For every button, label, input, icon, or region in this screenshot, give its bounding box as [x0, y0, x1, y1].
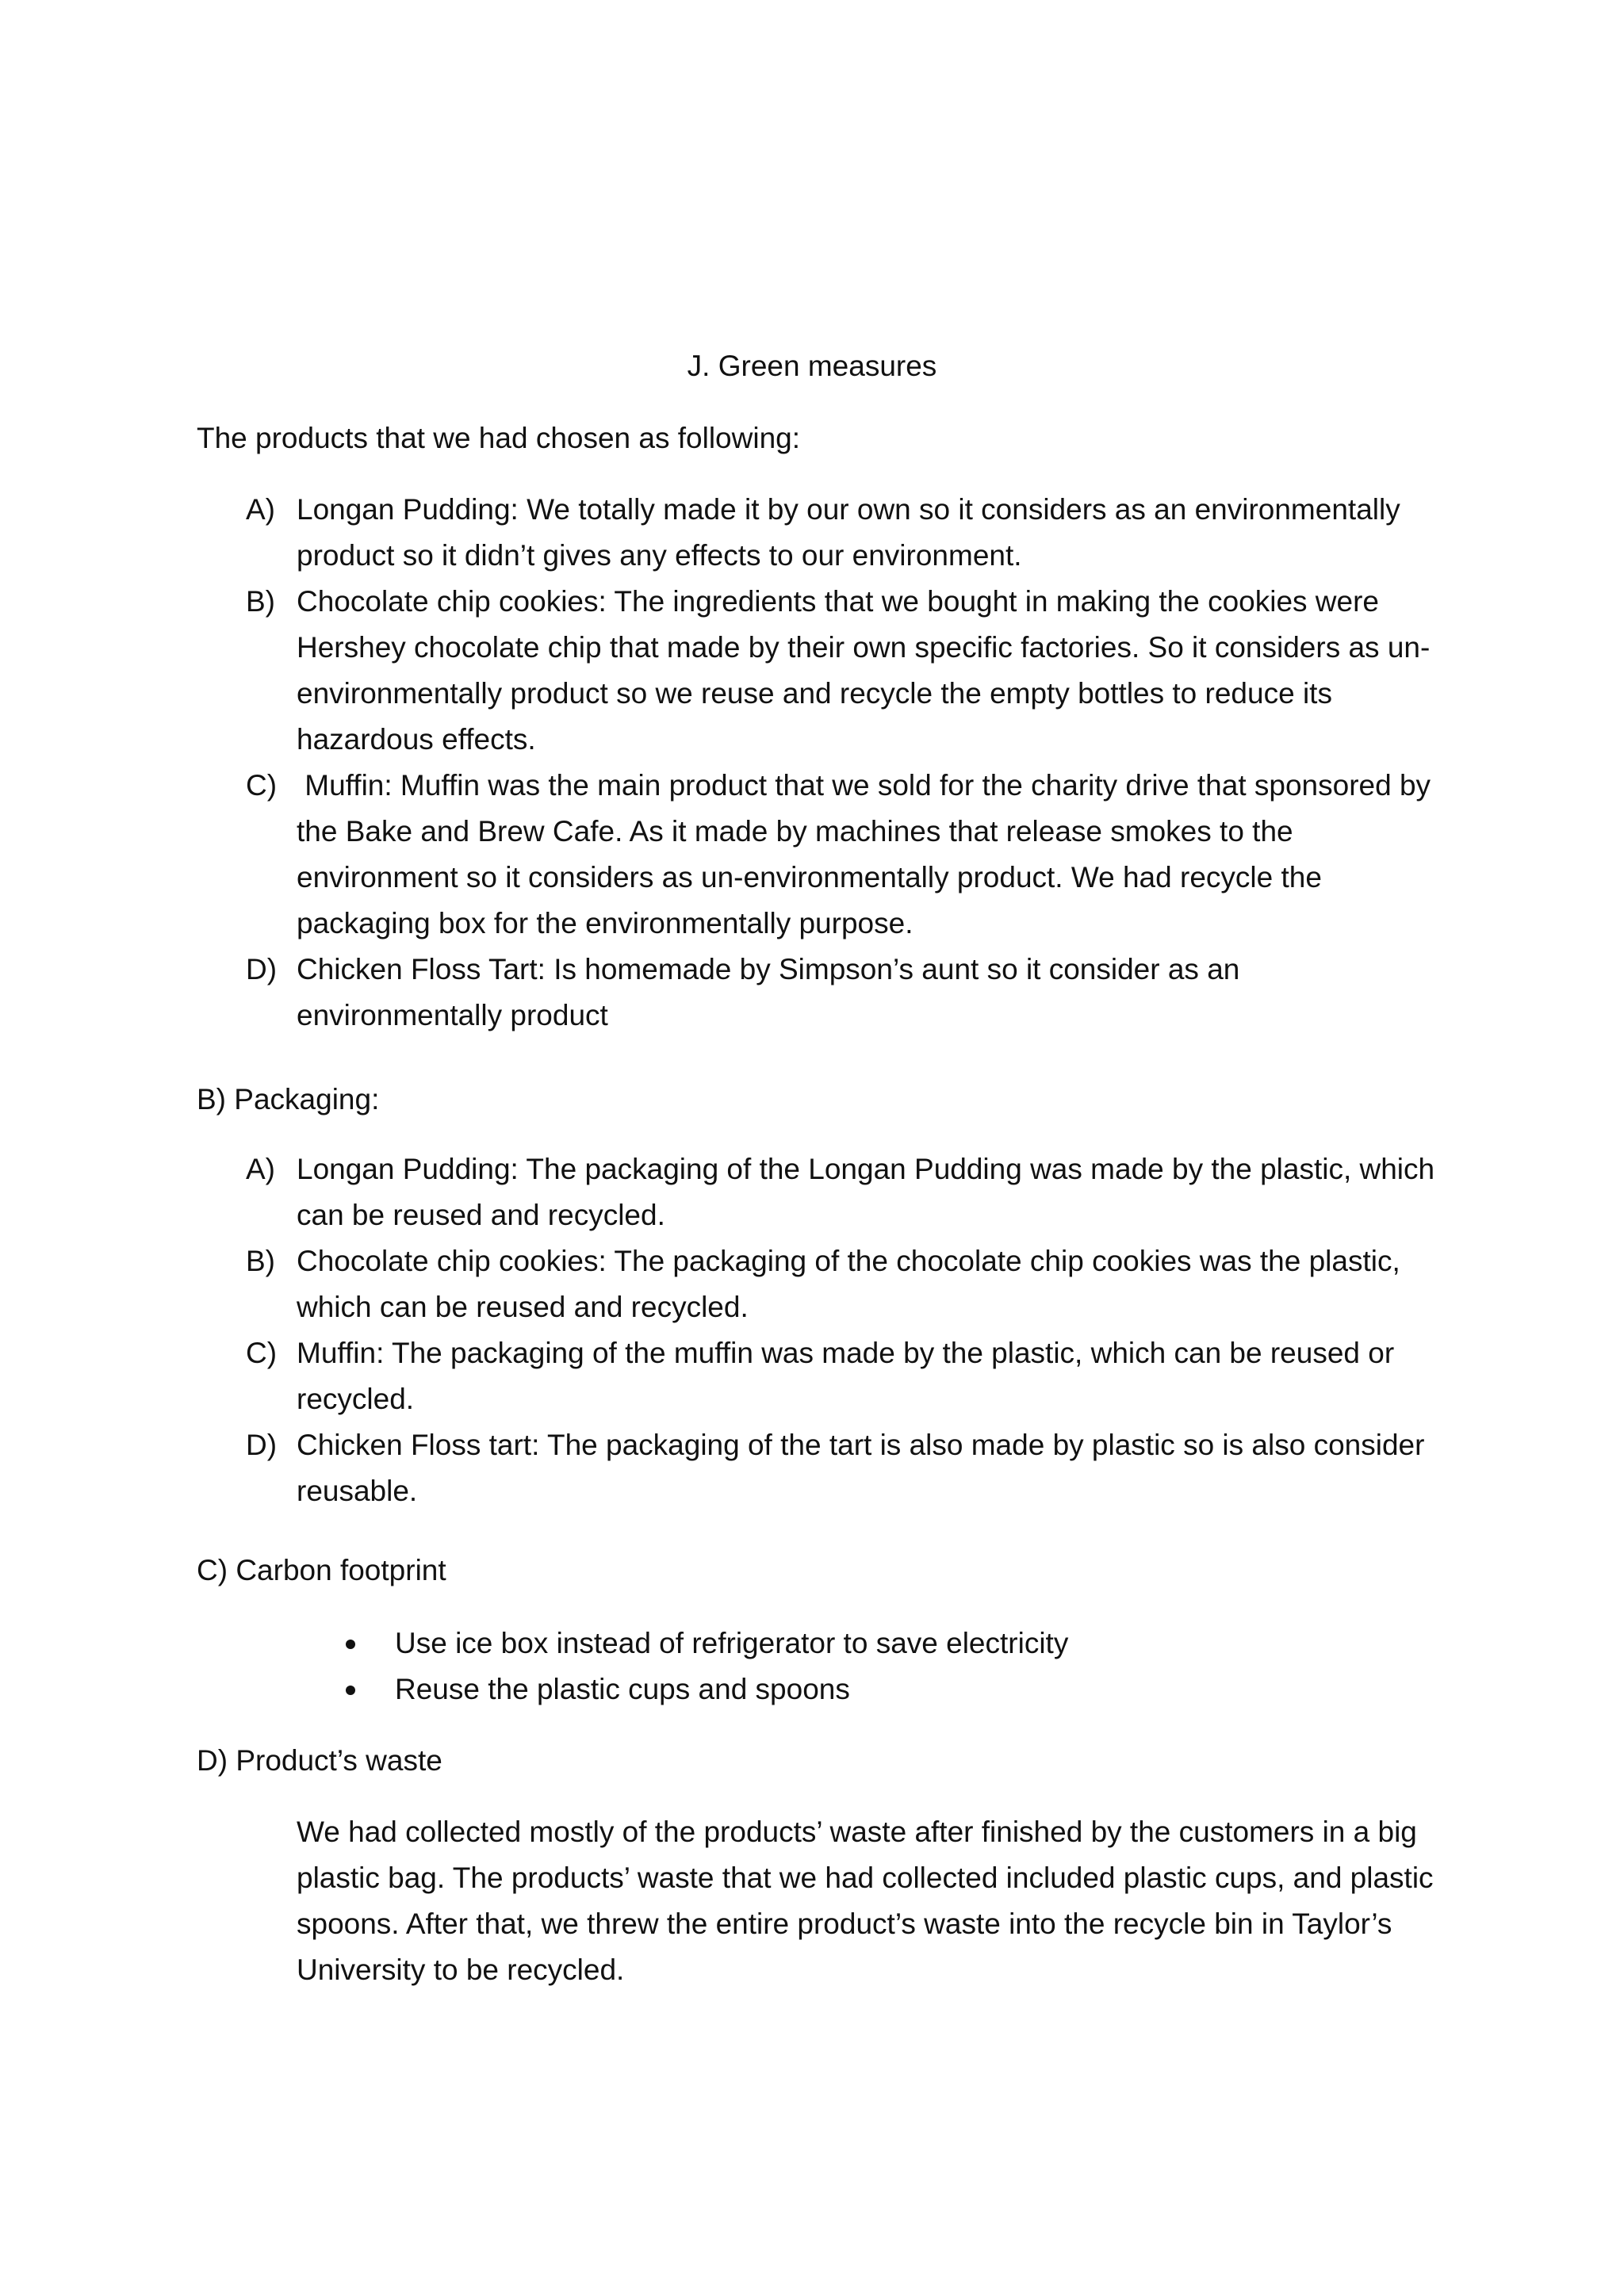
list-item: [197, 1667, 1442, 1712]
list-marker: C): [246, 1337, 278, 1369]
list-marker: B): [246, 1245, 275, 1277]
products-list: [197, 487, 1442, 1039]
list-marker: A): [246, 493, 275, 526]
carbon-list: [197, 1621, 1442, 1712]
page-title: J. Green measures: [687, 350, 937, 382]
list-item-text: Chocolate chip cookies: The packaging of the chocolate chip cookies was the plastic, which can be reused and recycled.: [297, 1245, 1400, 1323]
list-item: [197, 1422, 1442, 1514]
list-item-text: Reuse the plastic cups and spoons: [395, 1673, 850, 1705]
list-item: [197, 947, 1442, 1039]
bullet-icon: [197, 1667, 395, 1712]
list-item-text: Chicken Floss Tart: Is homemade by Simpson’s aunt so it consider as an environmentally product: [297, 953, 1240, 1031]
list-item-text: Chicken Floss tart: The packaging of the tart is also made by plastic so is also consider reusable.: [297, 1429, 1425, 1507]
list-item: [197, 1146, 1442, 1238]
list-item: [197, 1238, 1442, 1330]
list-marker: D): [246, 1429, 278, 1461]
list-marker: B): [246, 585, 275, 618]
list-marker: C): [246, 769, 278, 802]
intro-paragraph: The products that we had chosen as following:: [197, 422, 801, 454]
list-item-text: Use ice box instead of refrigerator to save electricity: [395, 1627, 1069, 1659]
list-item: [197, 1621, 1442, 1667]
packaging-list: [197, 1146, 1442, 1514]
list-item: [197, 1330, 1442, 1422]
packaging-heading: B) Packaging:: [197, 1083, 380, 1115]
list-marker: D): [246, 953, 278, 985]
list-item-text: Muffin: The packaging of the muffin was made by the plastic, which can be reused or recycled.: [297, 1337, 1395, 1415]
waste-heading: D) Product’s waste: [197, 1744, 442, 1777]
list-item-text: Muffin: Muffin was the main product that we sold for the charity drive that sponsored by the Bake and Brew Cafe. As it made by machines that release smokes to the environment so it considers as un-environmentally product. We had recycle the packaging box for the environmentally purpose.: [297, 769, 1439, 939]
list-item: [197, 487, 1442, 579]
list-item-text: Chocolate chip cookies: The ingredients that we bought in making the cookies were Hershey chocolate chip that made by their own specific factories. So it considers as un-environmentally product so we reuse and recycle the empty bottles to reduce its hazardous effects.: [297, 585, 1431, 756]
list-item: [197, 579, 1442, 763]
carbon-heading: C) Carbon footprint: [197, 1554, 446, 1586]
list-item-text: Longan Pudding: The packaging of the Longan Pudding was made by the plastic, which can be reused and recycled.: [297, 1153, 1435, 1231]
bullet-icon: [197, 1621, 395, 1667]
list-item-text: Longan Pudding: We totally made it by our own so it considers as an environmentally product so it didn’t gives any effects to our environment.: [297, 493, 1400, 572]
list-marker: A): [246, 1153, 275, 1185]
list-item: [197, 763, 1442, 947]
waste-paragraph: We had collected mostly of the products’ waste after finished by the customers in a big plastic bag. The products’ waste that we had collected included plastic cups, and plastic spoons. After that, we threw the entire product’s waste into the recycle bin in Taylor’s University to be recycled.: [297, 1816, 1434, 1986]
